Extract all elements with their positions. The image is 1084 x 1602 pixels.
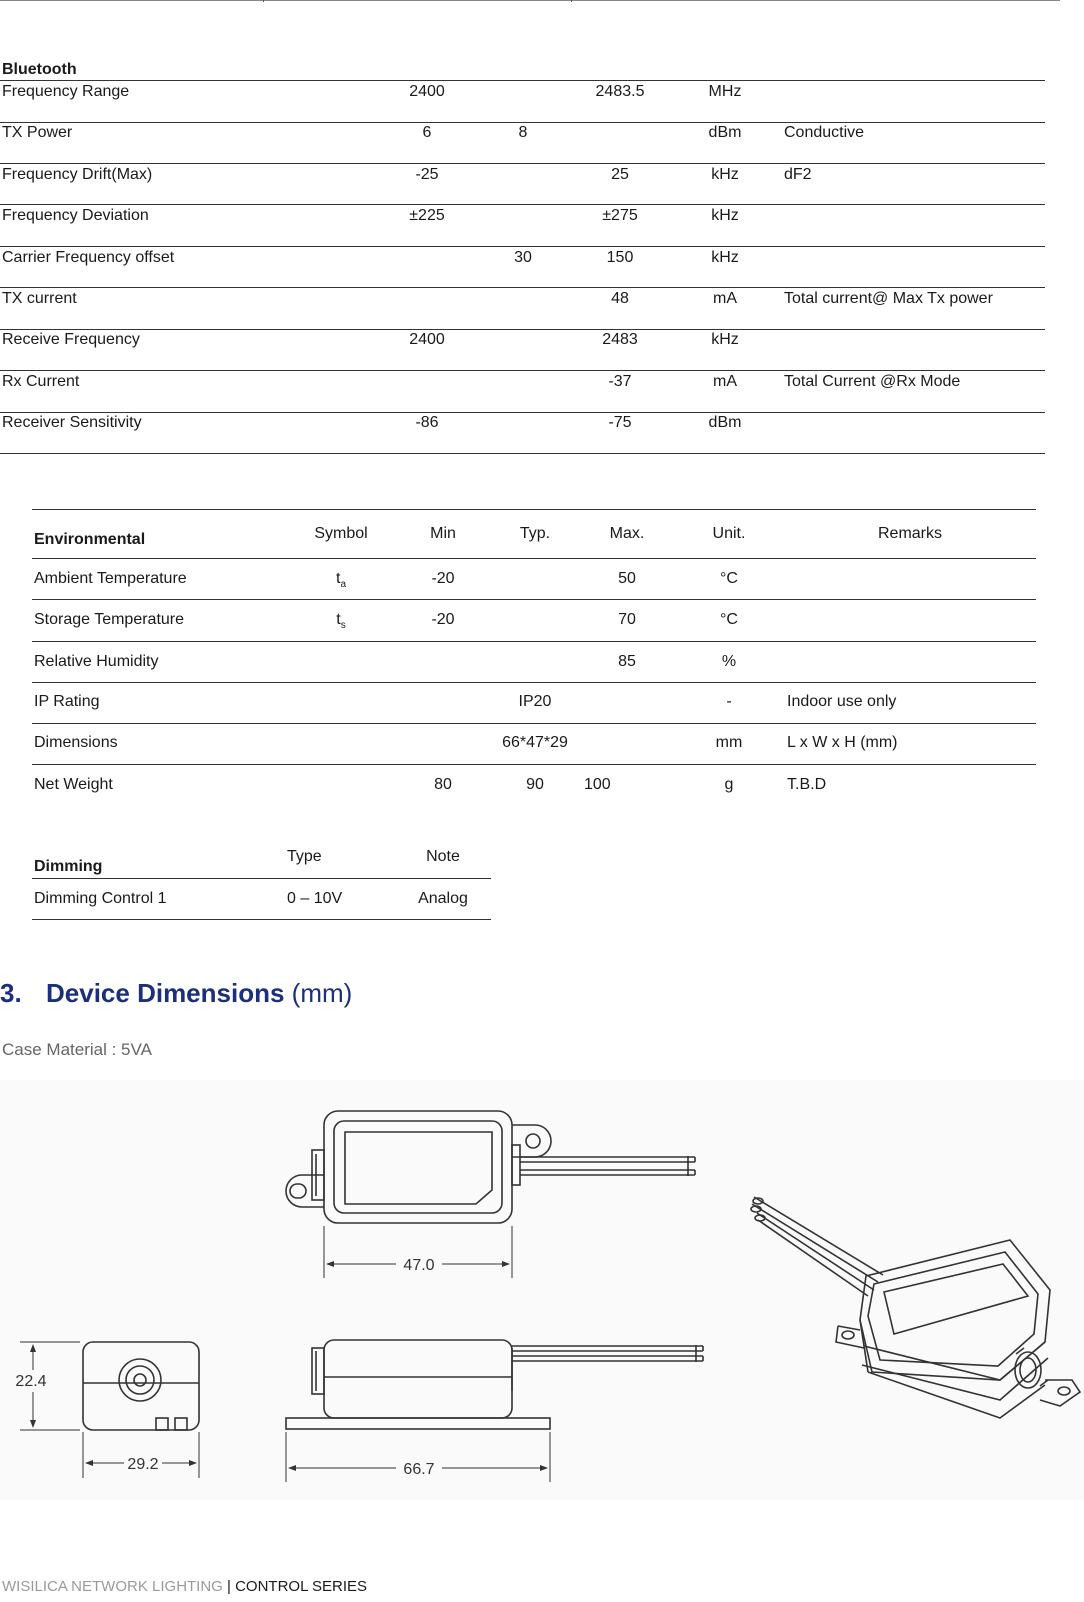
- footer-series: | CONTROL SERIES: [227, 1578, 368, 1595]
- table-top-tick: [571, 0, 572, 2]
- bluetooth-rule: [0, 287, 1045, 288]
- dimming-rule: [32, 878, 491, 879]
- bluetooth-rule: [0, 246, 1045, 247]
- env-param: Net Weight: [34, 776, 113, 793]
- dim-height: 22.4: [15, 1373, 47, 1390]
- env-header-unit: Unit.: [712, 525, 746, 542]
- env-min: 80: [434, 776, 452, 793]
- bt-min: 6: [422, 124, 432, 141]
- env-param: IP Rating: [34, 693, 100, 710]
- bt-param: Carrier Frequency offset: [2, 249, 175, 266]
- env-header-max: Max.: [609, 525, 645, 542]
- bt-min: ±225: [409, 207, 445, 224]
- env-typ: IP20: [518, 693, 552, 710]
- env-max: 70: [618, 611, 636, 628]
- dimming-type: 0 – 10V: [287, 890, 343, 907]
- bt-max: 25: [611, 166, 629, 183]
- env-remarks: Indoor use only: [787, 693, 897, 710]
- bt-unit: mA: [713, 373, 737, 390]
- env-rule: [32, 509, 1036, 510]
- bt-max: ±275: [602, 207, 638, 224]
- footer-brand: WISILICA NETWORK LIGHTING: [2, 1578, 223, 1595]
- bt-param: Receiver Sensitivity: [2, 414, 142, 431]
- bt-param: Frequency Range: [2, 83, 130, 100]
- env-unit: -: [726, 693, 732, 710]
- section-title: Device Dimensions: [46, 978, 285, 1008]
- env-param: Dimensions: [34, 734, 118, 751]
- bt-min: 2400: [409, 83, 445, 100]
- section-heading: [0, 978, 352, 1009]
- footer: [2, 1578, 367, 1595]
- env-unit: mm: [715, 734, 743, 751]
- dim-top-width: 47.0: [403, 1257, 435, 1274]
- bt-unit: kHz: [711, 166, 739, 183]
- bluetooth-rule: [0, 204, 1045, 205]
- bt-max: 48: [611, 290, 629, 307]
- env-rule: [32, 764, 1036, 765]
- bt-param: Frequency Deviation: [2, 207, 149, 224]
- bt-typ: 30: [514, 249, 532, 266]
- env-rule: [32, 723, 1036, 724]
- env-rule: [32, 558, 1036, 559]
- env-param: Ambient Temperature: [34, 570, 187, 587]
- env-rule: [32, 599, 1036, 600]
- bluetooth-rule: [0, 329, 1045, 330]
- env-min: -20: [431, 570, 455, 587]
- env-header-remarks: Remarks: [877, 525, 943, 542]
- env-symbol-sub: a: [340, 579, 347, 591]
- dimming-param: Dimming Control 1: [34, 890, 167, 907]
- env-header-min: Min: [430, 525, 456, 542]
- bt-max: 150: [606, 249, 634, 266]
- env-rule: [32, 641, 1036, 642]
- env-unit: °C: [720, 611, 738, 628]
- env-max: 50: [618, 570, 636, 587]
- bt-param: TX Power: [2, 124, 73, 141]
- bt-remarks: Conductive: [784, 124, 865, 141]
- bluetooth-rule: [0, 163, 1045, 164]
- env-remarks: L x W x H (mm): [787, 734, 898, 751]
- bt-max: 2483.5: [595, 83, 645, 100]
- section-unit: (mm): [291, 978, 353, 1008]
- bt-remarks: dF2: [784, 166, 812, 183]
- bt-param: Rx Current: [2, 373, 80, 390]
- bt-min: -25: [415, 166, 439, 183]
- bluetooth-rule: [0, 412, 1045, 413]
- bluetooth-title: Bluetooth: [2, 61, 77, 78]
- env-symbol-main: t: [336, 611, 341, 628]
- bt-unit: kHz: [711, 207, 739, 224]
- bt-unit: kHz: [711, 249, 739, 266]
- dim-end-width: 29.2: [127, 1456, 159, 1473]
- env-unit: g: [724, 776, 734, 793]
- bt-typ: 8: [518, 124, 528, 141]
- table-top-rule: [0, 0, 1060, 1]
- env-param: Relative Humidity: [34, 653, 159, 670]
- env-remarks: T.B.D: [787, 776, 827, 793]
- bt-max: -37: [608, 373, 632, 390]
- env-min: -20: [431, 611, 455, 628]
- dimming-note: Analog: [418, 890, 468, 907]
- table-top-tick: [263, 0, 264, 2]
- bt-param: Frequency Drift(Max): [2, 166, 153, 183]
- section-number: 3.: [0, 978, 22, 1008]
- bluetooth-rule: [0, 80, 1045, 81]
- device-dimension-drawing: [0, 1080, 1084, 1500]
- env-typ: 90: [526, 776, 544, 793]
- env-symbol-main: t: [335, 570, 341, 587]
- env-unit: %: [721, 653, 737, 670]
- bt-param: TX current: [2, 290, 77, 307]
- env-header-typ: Typ.: [519, 525, 551, 542]
- dim-length: 66.7: [403, 1461, 435, 1478]
- bt-remarks: Total current@ Max Tx power: [784, 290, 993, 307]
- bt-param: Receive Frequency: [2, 331, 140, 348]
- bluetooth-rule: [0, 370, 1045, 371]
- bluetooth-rule: [0, 453, 1045, 454]
- env-rule: [32, 682, 1036, 683]
- env-max: 85: [618, 653, 636, 670]
- bt-unit: dBm: [708, 124, 742, 141]
- env-symbol: [336, 610, 345, 636]
- bt-min: 2400: [409, 331, 445, 348]
- env-max: 100: [584, 776, 611, 793]
- bt-max: 2483: [602, 331, 638, 348]
- bt-min: -86: [415, 414, 439, 431]
- bt-unit: mA: [713, 290, 737, 307]
- bt-unit: kHz: [711, 331, 739, 348]
- dimming-header-type: Type: [287, 848, 322, 865]
- env-typ: 66*47*29: [502, 734, 568, 751]
- dimming-header-note: Note: [426, 848, 460, 865]
- env-symbol: [336, 569, 346, 595]
- dimming-title: Dimming: [34, 858, 103, 875]
- bt-remarks: Total Current @Rx Mode: [784, 373, 961, 390]
- case-material: Case Material : 5VA: [2, 1040, 152, 1059]
- bt-max: -75: [608, 414, 632, 431]
- bt-unit: MHz: [708, 83, 742, 100]
- dimming-rule: [32, 919, 491, 920]
- bt-unit: dBm: [708, 414, 742, 431]
- env-unit: °C: [720, 570, 738, 587]
- env-title: Environmental: [34, 531, 146, 548]
- env-symbol-sub: s: [340, 620, 346, 632]
- env-param: Storage Temperature: [34, 611, 185, 628]
- env-header-symbol: Symbol: [314, 525, 368, 542]
